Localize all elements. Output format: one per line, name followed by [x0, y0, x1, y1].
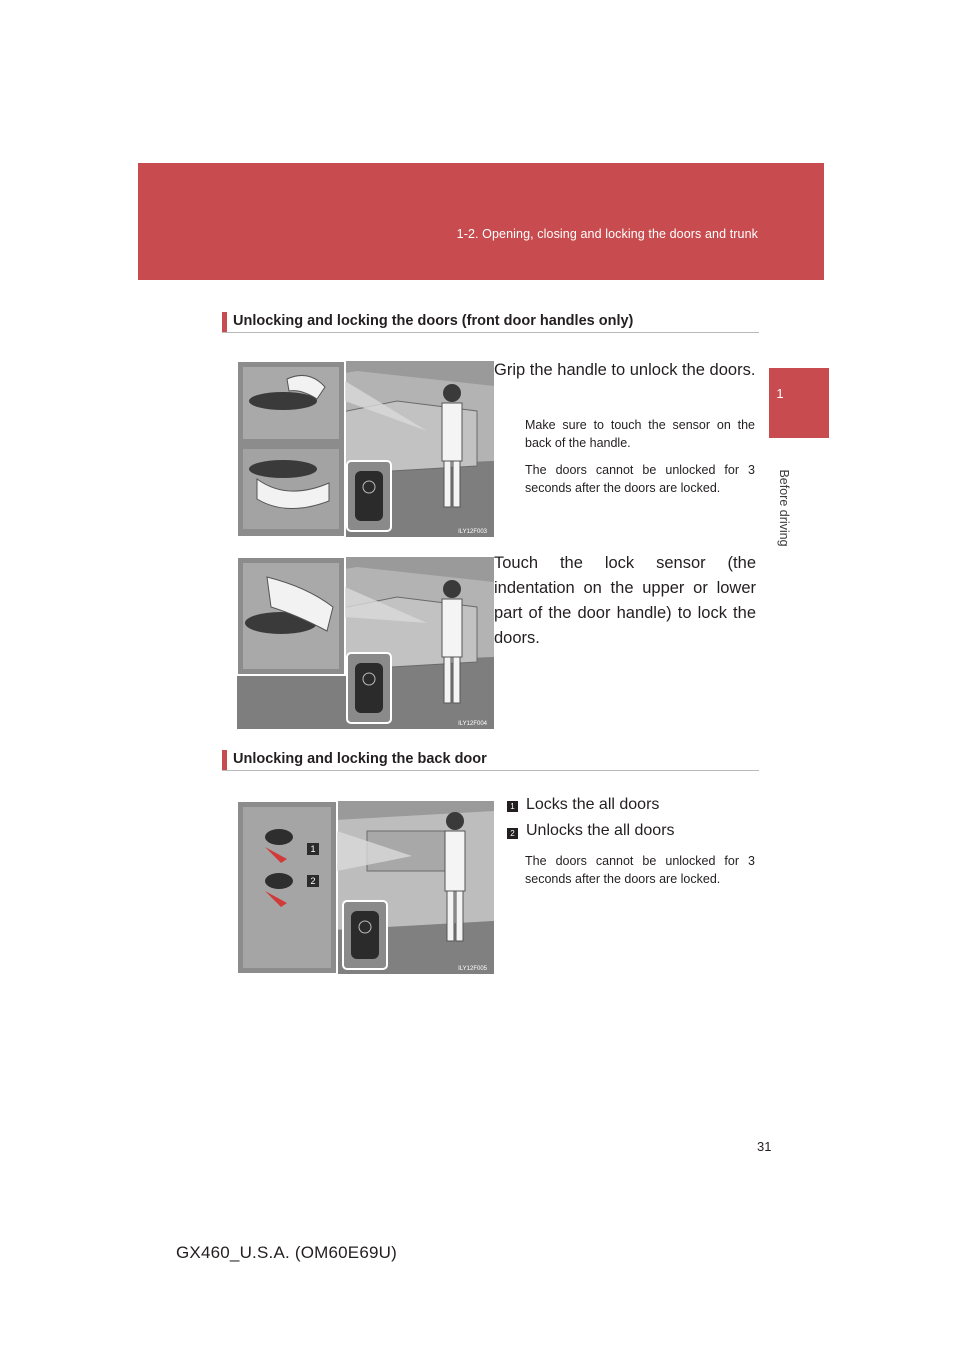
section-heading-front-doors	[222, 312, 759, 333]
step-touch-lock-sensor: Touch the lock sensor (the indentation on the upper or lower part of the door handle) to lock the doors.	[494, 554, 756, 647]
page-number: 31	[757, 1139, 772, 1154]
figure-code: ILY12F003	[458, 529, 487, 535]
item-number-1: 1	[507, 801, 518, 812]
chapter-label: Before driving	[777, 469, 791, 547]
section-heading-back-door	[222, 750, 759, 771]
footer-code: GX460_U.S.A. (OM60E69U)	[176, 1243, 397, 1262]
note-delay: The doors cannot be unlocked for 3 seconds after the doors are locked.	[525, 463, 755, 495]
step-grip-handle: Grip the handle to unlock the doors.	[494, 361, 756, 379]
heading-marker	[222, 750, 227, 770]
figure-code: ILY12F004	[458, 721, 487, 727]
heading-text: Unlocking and locking the doors (front door handles only)	[233, 313, 634, 329]
item-locks-all-doors: Locks the all doors	[526, 796, 660, 813]
item-number-2: 2	[507, 828, 518, 839]
chapter-tab	[769, 368, 829, 438]
figure-lock-touch	[237, 557, 494, 729]
chapter-number: 1	[776, 386, 784, 401]
heading-marker	[222, 312, 227, 332]
figure-code: ILY12F005	[458, 966, 487, 972]
note-back-door-delay: The doors cannot be unlocked for 3 seconds after the doors are locked.	[525, 854, 755, 886]
figure-label-1: 1	[310, 844, 316, 854]
note-sensor: Make sure to touch the sensor on the back of the handle.	[525, 418, 755, 450]
figure-back-door	[237, 801, 494, 974]
heading-text: Unlocking and locking the back door	[233, 751, 487, 767]
header-band	[138, 163, 824, 280]
chapter-label-wrap	[776, 448, 792, 568]
item-unlocks-all-doors: Unlocks the all doors	[526, 822, 675, 839]
figure-label-2: 2	[310, 876, 316, 886]
figure-unlock-grip	[237, 361, 494, 537]
section-title: 1-2. Opening, closing and locking the doors and trunk	[456, 227, 758, 241]
